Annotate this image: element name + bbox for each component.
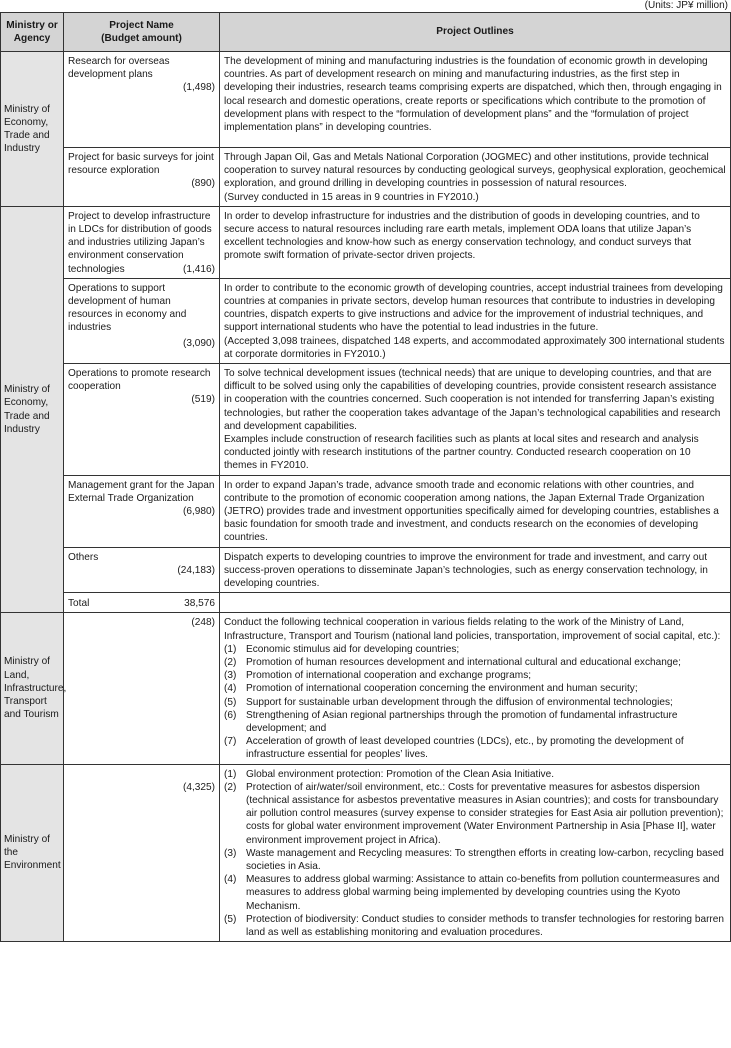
project-cell bbox=[64, 613, 220, 764]
ministry-cell: Ministry of Land, Infrastructure, Transport and Tourism bbox=[1, 613, 64, 764]
outline-cell bbox=[220, 547, 731, 593]
outline-text: Dispatch experts to developing countries to improve the environment for trade and investment, and carry out success-proven operations to disseminate Japan’s technologies, such as energy conservation technology, in developing countries. bbox=[224, 551, 708, 590]
project-budget: (248) bbox=[191, 617, 215, 629]
table-row bbox=[1, 52, 731, 148]
project-budget: (890) bbox=[191, 178, 215, 190]
outline-intro: Conduct the following technical cooperation in various fields relating to the work of the Ministry of Land, Infrastructure, Transport and Tourism (national land policies, transportation, improvement of social capital, etc.): bbox=[224, 617, 721, 642]
list-item: (3) Promotion of international cooperation and exchange programs; bbox=[224, 670, 532, 682]
header-outline: Project Outlines bbox=[220, 13, 731, 52]
project-cell bbox=[64, 547, 220, 593]
outline-text: To solve technical development issues (technical needs) that are unique to developing countries, and that are difficult to be solved using only the capabilities of developing countries, provide consistent research assistance in cooperation with the countries concerned. Such cooperation is not intended for transferring Japan’s existing technologies, but rather the cooperation takes advantage of the Japan’s technological capabilities and research and development capabilities. bbox=[224, 368, 721, 432]
outline-text: Through Japan Oil, Gas and Metals National Corporation (JOGMEC) and other institutions, provide technical cooperation to survey natural resources by conducting geological surveys, geophysical exploration, geochemical exploration, and ground drilling in developing countries in possession of natural resources. bbox=[224, 152, 726, 190]
total-cell bbox=[64, 593, 220, 613]
project-cell bbox=[64, 148, 220, 207]
list-item: (4) Promotion of international cooperation concerning the environment and human security; bbox=[224, 683, 638, 695]
table-row bbox=[1, 278, 731, 363]
project-cell bbox=[64, 475, 220, 547]
ministry-cell: Ministry of Economy, Trade and Industry bbox=[1, 206, 64, 612]
total-value: 38,576 bbox=[184, 597, 215, 609]
project-cell bbox=[64, 278, 220, 363]
outline-cell bbox=[220, 206, 731, 278]
total-row bbox=[1, 593, 731, 613]
outline-list bbox=[224, 643, 726, 762]
list-item: (1) Economic stimulus aid for developing countries; bbox=[224, 643, 460, 655]
outline-cell bbox=[220, 613, 731, 764]
table-row bbox=[1, 206, 731, 278]
project-budget: (4,325) bbox=[183, 781, 215, 793]
outline-cell bbox=[220, 52, 731, 148]
project-budget: (6,980) bbox=[183, 506, 215, 518]
outline-text: In order to develop infrastructure for industries and the distribution of goods in developing countries, and to secure access to natural resources including rare earth metals, implement ODA loans that utilize Japan’s excellent technologies and know-how such as energy conservation technology, and conduct surveys that promote swift formation of private-sector driven projects. bbox=[224, 210, 700, 262]
list-item: (5) Protection of biodiversity: Conduct studies to consider methods to transfer technologies for restoring barren land as well as establishing monitoring and evaluation procedures. bbox=[224, 913, 725, 938]
total-label: Total bbox=[68, 597, 90, 609]
list-item: (3) Waste management and Recycling measures: To strengthen efforts in creating low-carbon, recycling based societies in Asia. bbox=[224, 847, 724, 872]
table-row bbox=[1, 764, 731, 942]
ministry-cell: Ministry of Economy, Trade and Industry bbox=[1, 52, 64, 207]
outline-text: In order to contribute to the economic growth of developing countries, accept industrial trainees from developing countries at companies in private sectors, develop human resources that contribute to industries in developing countries, dispatch experts to give instructions and advice for the improvement of industrial techniques, and support international students who have the potential to lead industries in the future. bbox=[224, 282, 723, 334]
list-item: (1) Global environment protection: Promotion of the Clean Asia Initiative. bbox=[224, 768, 555, 780]
list-item: (5) Support for sustainable urban development through the diffusion of environmental technologies; bbox=[224, 696, 673, 708]
list-item: (4) Measures to address global warming: Assistance to attain co-benefits from pollution countermeasures and measures to address global warming being implemented by developing countries using the Kyoto Mechanism. bbox=[224, 874, 720, 912]
project-cell bbox=[64, 764, 220, 942]
project-budget: (1,416) bbox=[183, 263, 215, 275]
outline-note: (Survey conducted in 15 areas in 9 countries in FY2010.) bbox=[224, 191, 479, 203]
project-name: Project for basic surveys for joint resource exploration bbox=[68, 152, 214, 177]
units-note: (Units: JP¥ million) bbox=[644, 0, 728, 11]
list-item: (2) Promotion of human resources development and international cultural and educational exchange; bbox=[224, 656, 681, 668]
table-row bbox=[1, 613, 731, 764]
project-budget: (1,498) bbox=[183, 82, 215, 94]
outline-cell bbox=[220, 364, 731, 476]
outline-cell bbox=[220, 475, 731, 547]
project-table bbox=[0, 12, 731, 942]
outline-cell-empty bbox=[220, 593, 731, 613]
list-item: (7) Acceleration of growth of least developed countries (LDCs), etc., by promoting the development of infrastructure essential for peoples’ lives. bbox=[224, 736, 684, 761]
project-name: Research for overseas development plans bbox=[68, 56, 170, 81]
table-row bbox=[1, 475, 731, 547]
table-row bbox=[1, 364, 731, 476]
project-budget: (24,183) bbox=[177, 564, 215, 576]
project-name: Others bbox=[68, 551, 99, 563]
header-row bbox=[1, 13, 731, 52]
project-cell bbox=[64, 364, 220, 476]
list-item: (6) Strengthening of Asian regional partnerships through the promotion of fundamental infrastructure development; and bbox=[224, 709, 678, 734]
outline-note: (Accepted 3,098 trainees, dispatched 148 experts, and accommodated approximately 300 international students at corporate dormitories in FY2010.) bbox=[224, 335, 725, 360]
ministry-cell: Ministry of the Environment bbox=[1, 764, 64, 942]
outline-note: Examples include construction of research facilities such as plants at local sites and research and analysis conducted jointly with research institutions of the partner country. Conducted research cooperation on 10 themes in FY2010. bbox=[224, 434, 699, 472]
project-name: Project to develop infrastructure in LDCs for distribution of goods and industries utilizing Japan’s environment conservation technologies bbox=[68, 210, 212, 275]
project-budget: (519) bbox=[191, 394, 215, 406]
project-name: Management grant for the Japan External Trade Organization bbox=[68, 479, 215, 504]
project-cell bbox=[64, 206, 220, 278]
table-row bbox=[1, 148, 731, 207]
outline-cell bbox=[220, 278, 731, 363]
project-cell bbox=[64, 52, 220, 148]
header-project: Project Name (Budget amount) bbox=[64, 13, 220, 52]
list-item: (2) Protection of air/water/soil environment, etc.: Costs for preventative measures for asbestos dispersion (technical assistance for asbestos preventative measures in Asian countries); and costs for transboundary air pollution control measures (survey expense to consider strategies for East Asia air pollution prevention); costs for global water environment improvement (Water Environment Partnership in Asia [Phase II], water environment improvement project in Africa). bbox=[224, 781, 724, 846]
outline-text: In order to expand Japan’s trade, advance smooth trade and economic relations with other countries, and contribute to the promotion of economic cooperation among nations, the Japan External Trade Organization (JETRO) provides trade and investment opportunities specifically aimed for developing countries, establishes a basic foundation for smooth trade and investment, and conducts research on the economies of developing countries. bbox=[224, 479, 719, 544]
project-name: Operations to promote research cooperation bbox=[68, 368, 211, 393]
outline-list bbox=[224, 768, 726, 940]
project-name: Operations to support development of human resources in economy and industries bbox=[68, 282, 187, 334]
table-row bbox=[1, 547, 731, 593]
header-ministry: Ministry or Agency bbox=[1, 13, 64, 52]
outline-cell bbox=[220, 148, 731, 207]
project-budget: (3,090) bbox=[183, 337, 215, 349]
outline-cell bbox=[220, 764, 731, 942]
outline-text: The development of mining and manufacturing industries is the foundation of economic growth in developing countries. As part of development research on mining and manufacturing industries, as the first step in developing their industries, research teams comprising experts are dispatched, which then, through engaging in local research and domestic operations, create reports or specifications which contribute to the promotion of development plans with respect to the “formulation of development plans” and the “formulation of project implementation plans” in developing countries. bbox=[224, 56, 722, 134]
